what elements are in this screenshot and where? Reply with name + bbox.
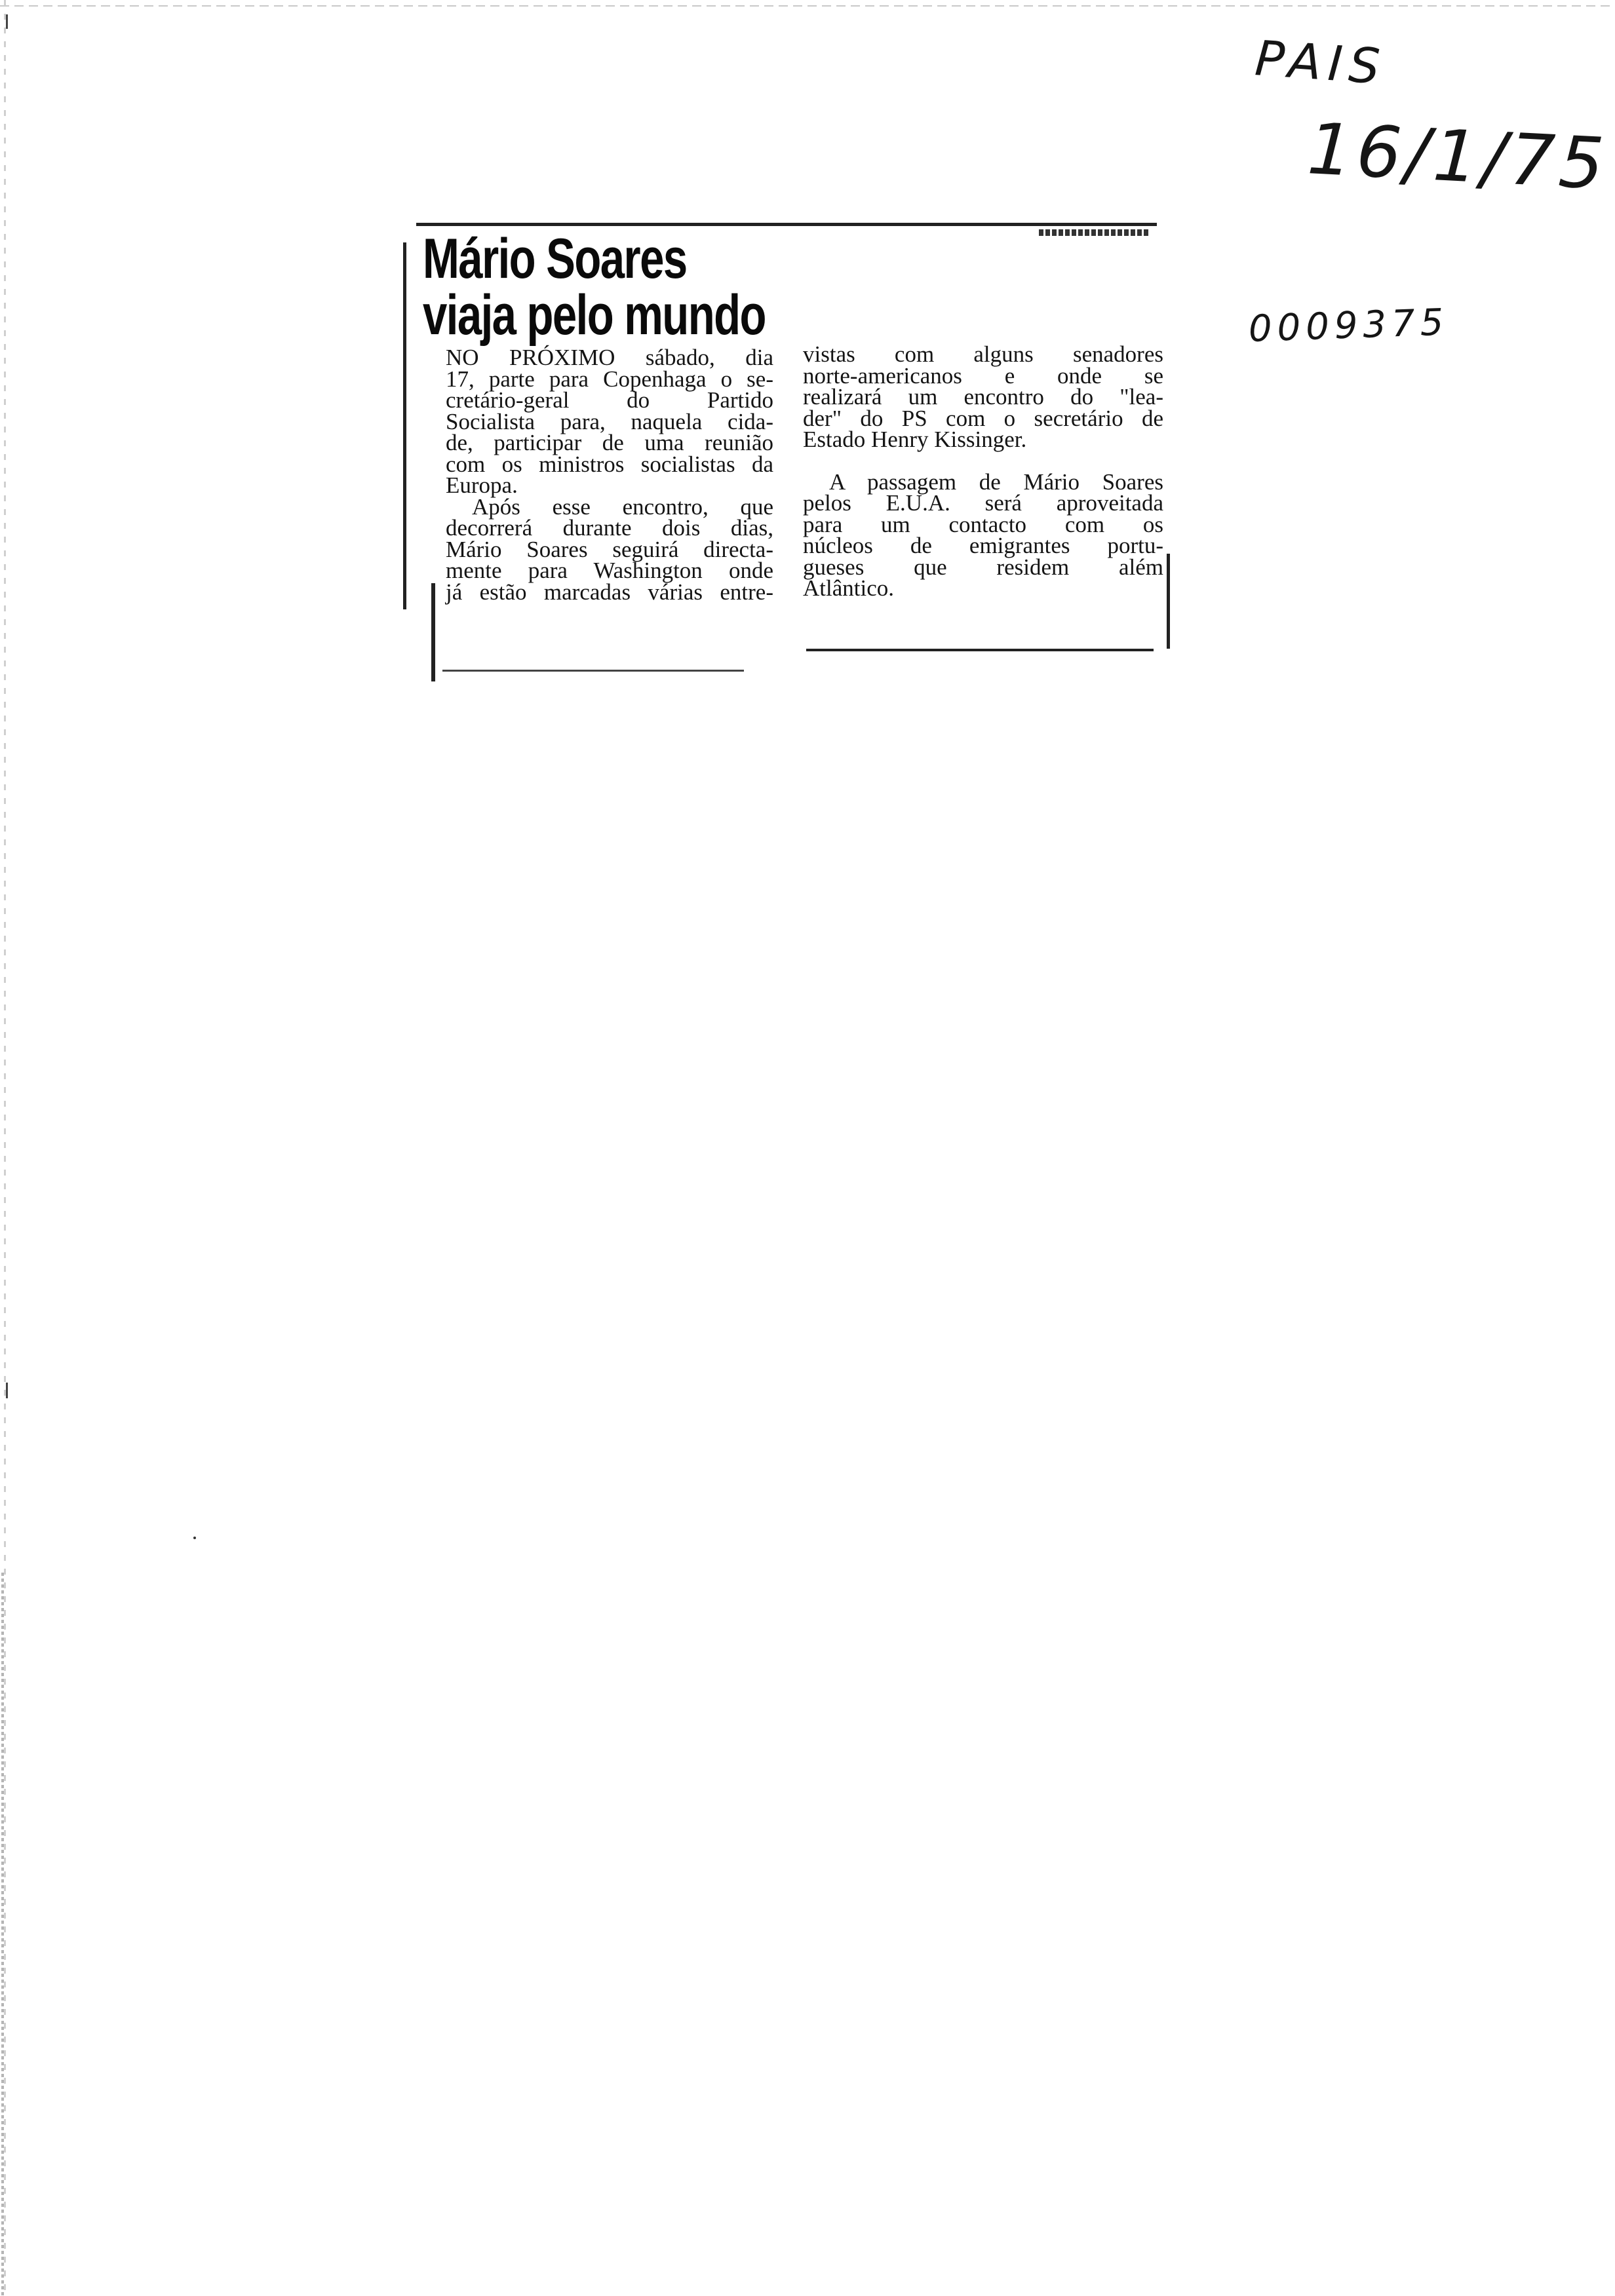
body-line: cretário-geral do Partido <box>446 387 773 413</box>
handwritten-source-note: PAIS <box>1253 30 1388 96</box>
scan-speck <box>193 1537 196 1539</box>
clipping-bottom-rule-right <box>806 649 1154 651</box>
headline-line-1: Mário Soares <box>423 227 687 290</box>
body-line: com os ministros socialistas da <box>446 451 773 477</box>
scan-left-tick <box>6 14 8 29</box>
body-line: já estão marcadas várias entre- <box>446 579 773 605</box>
body-line: realizará um encontro do "lea- <box>803 384 1163 410</box>
body-line: decorrerá durante dois dias, <box>446 515 773 541</box>
body-line: Mário Soares seguirá directa- <box>446 536 773 562</box>
headline-line-2: viaja pelo mundo <box>423 284 766 347</box>
body-line: Socialista para, naquela cida- <box>446 408 773 434</box>
newspaper-clipping <box>403 216 1180 688</box>
body-line: Europa. <box>446 472 518 498</box>
body-line: der" do PS com o secretário de <box>803 405 1163 431</box>
body-line: Após esse encontro, que <box>472 493 773 520</box>
body-line: A passagem de Mário Soares <box>829 469 1163 495</box>
clipping-top-mark <box>1039 229 1150 236</box>
body-line: vistas com alguns senadores <box>803 341 1163 367</box>
clipping-right-rule <box>1167 554 1170 649</box>
body-line: para um contacto com os <box>803 511 1163 537</box>
clipping-left-rule <box>403 242 406 609</box>
body-line: 17, parte para Copenhaga o se- <box>446 366 773 392</box>
article-right-column <box>803 341 1163 601</box>
body-line: norte-americanos e onde se <box>803 362 1163 389</box>
article-headline <box>423 227 766 347</box>
body-line: de, participar de uma reunião <box>446 430 773 455</box>
handwritten-date-note: 16/1/75 <box>1305 108 1610 206</box>
body-line: núcleos de emigrantes portu- <box>803 533 1163 558</box>
handwritten-archive-number: 0009375 <box>1247 301 1450 351</box>
clipping-left-rule-lower <box>431 583 435 681</box>
clipping-top-rule <box>416 223 1157 226</box>
scan-left-edge-shadow <box>1 1573 4 2296</box>
scan-left-tick <box>6 1383 8 1398</box>
body-line: mente para Washington onde <box>446 558 773 583</box>
body-line: Atlântico. <box>803 575 894 601</box>
scan-left-edge-artifact <box>4 0 6 2296</box>
clipping-bottom-rule-left <box>442 670 744 672</box>
body-line: NO PRÓXIMO sábado, dia <box>446 345 773 370</box>
body-line: Estado Henry Kissinger. <box>803 427 1027 452</box>
article-left-column <box>446 347 773 603</box>
body-line: gueses que residem além <box>803 554 1163 580</box>
paragraph-gap <box>803 451 1163 472</box>
body-line: pelos E.U.A. será aproveitada <box>803 490 1163 516</box>
scan-top-edge-artifact <box>0 5 1615 7</box>
